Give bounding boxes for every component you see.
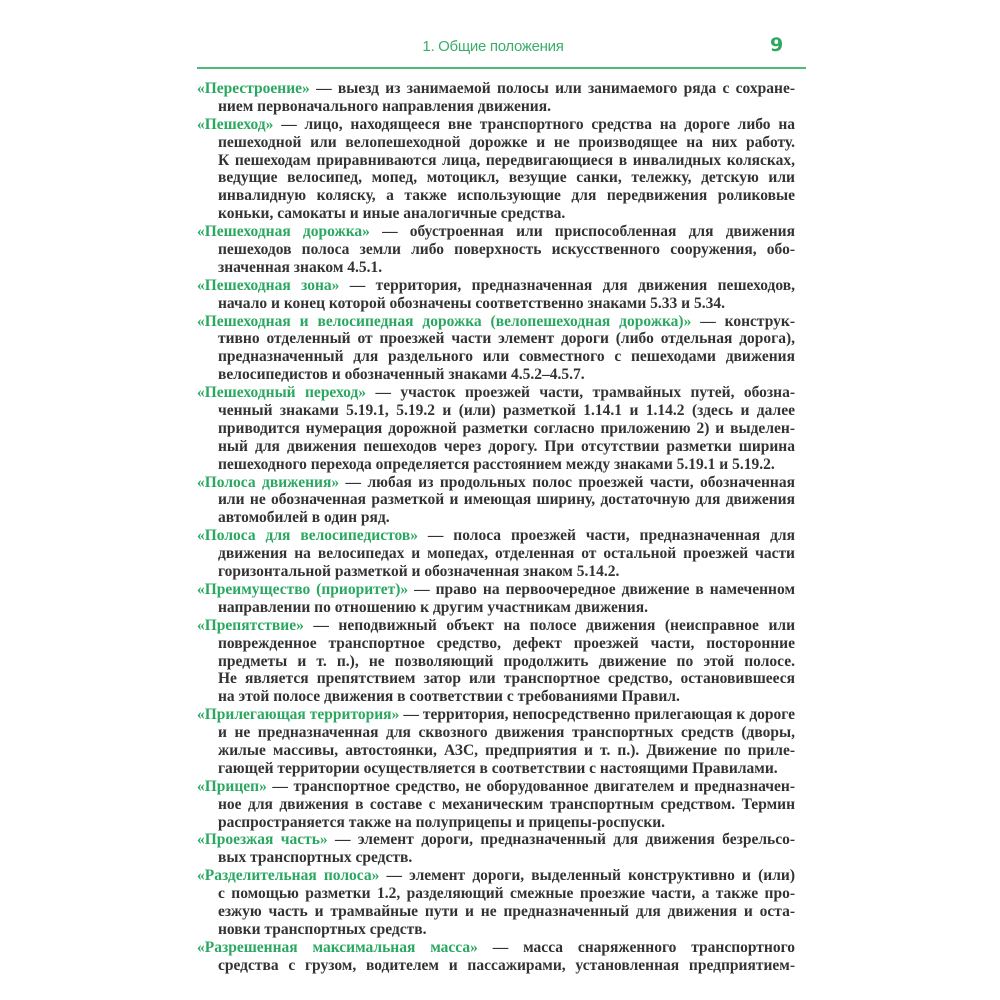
definition-line bbox=[197, 921, 795, 939]
definition-text: инвалидную коляску, а также использующие для передвижения роликовые bbox=[218, 187, 795, 205]
definition-text: — обустроенная или приспособленная для движения bbox=[382, 223, 795, 241]
definition-term: «Препятствие» bbox=[197, 616, 304, 634]
definition-text: гающей территории осуществляется в соответствии с настоящими Правилами. bbox=[218, 759, 778, 777]
definition-term: «Прицеп» bbox=[197, 777, 267, 795]
definition-text: приводится нумерация дорожной разметки согласно приложению 2) и выделен- bbox=[218, 419, 795, 437]
definitions-list bbox=[197, 80, 795, 975]
definition-line bbox=[197, 545, 795, 563]
definition-line bbox=[197, 420, 795, 438]
definition-term: «Пешеходная и велосипедная дорожка (велопешеходная дорожка)» bbox=[197, 312, 692, 330]
definition-line bbox=[197, 330, 795, 348]
definition-entry bbox=[197, 116, 795, 223]
definition-term: «Проезжая часть» bbox=[197, 831, 328, 849]
definition-text: распространяется также на полуприцепы и прицепы-роспуски. bbox=[218, 813, 666, 831]
definition-text: — элемент дороги, выделенный конструктивно и (или) bbox=[386, 867, 795, 885]
definition-first-line bbox=[197, 706, 795, 724]
definition-first-line bbox=[197, 778, 795, 796]
definition-text: значенная знаком 4.5.1. bbox=[218, 258, 383, 276]
definition-text: нием первоначального направления движения. bbox=[218, 97, 551, 115]
definition-text: движения на велосипедах и мопедах, отделенная от остальной проезжей части bbox=[218, 545, 795, 563]
definition-term: «Перестроение» bbox=[197, 80, 310, 97]
definition-line bbox=[197, 957, 795, 975]
definition-text: с помощью разметки 1.2, разделяющий смежные проезжие части, а также про- bbox=[218, 885, 795, 903]
definition-entry bbox=[197, 706, 795, 778]
definition-text: предметы и т. п.), не позволяющий продолжить движение по этой полосе. bbox=[218, 652, 795, 670]
definition-text: направлении по отношению к другим участникам движения. bbox=[218, 598, 648, 616]
definition-text: тивно отделенный от проезжей части элемент дороги (либо отдельная дорога), bbox=[218, 330, 795, 348]
definition-entry bbox=[197, 617, 795, 706]
definition-term: «Пешеход» bbox=[197, 115, 274, 133]
definition-text: — конструк- bbox=[700, 312, 795, 330]
definition-entry bbox=[197, 80, 795, 116]
definition-term: «Пешеходная зона» bbox=[197, 276, 340, 294]
definition-line bbox=[197, 796, 795, 814]
definition-text: велосипедистов и обозначенный знаками 4.5.2–4.5.7. bbox=[218, 366, 585, 384]
definition-text: поврежденное транспортное средство, дефект проезжей части, посторонние bbox=[218, 634, 795, 652]
definition-text: — участок проезжей части, трамвайных путей, обозна- bbox=[375, 384, 795, 402]
definition-entry bbox=[197, 527, 795, 581]
definition-text: — лицо, находящееся вне транспортного средства на дороге либо на bbox=[281, 115, 796, 133]
definition-entry bbox=[197, 867, 795, 939]
definition-line bbox=[197, 760, 795, 778]
definition-line bbox=[197, 187, 795, 205]
definition-text: автомобилей в один ряд. bbox=[218, 509, 390, 527]
definition-term: «Полоса для велосипедистов» bbox=[197, 527, 418, 545]
definition-text: пешеходной или велопешеходной дорожке и не производящее на них работу. bbox=[218, 133, 795, 151]
definition-line bbox=[197, 885, 795, 903]
definition-text: ный для движения пешеходов через дорогу. При отсутствии разметки ширина bbox=[218, 437, 795, 455]
definition-first-line bbox=[197, 474, 795, 492]
definition-text: пешеходов полоса земли либо поверхность искусственного сооружения, обо- bbox=[218, 241, 795, 259]
definition-text: — выезд из занимаемой полосы или занимаемого ряда с сохране- bbox=[316, 80, 795, 97]
definition-term: «Разрешенная максимальная масса» bbox=[197, 938, 478, 956]
definition-line bbox=[197, 509, 795, 527]
definition-text: — полоса проезжей части, предназначенная для bbox=[427, 527, 795, 545]
definition-first-line bbox=[197, 581, 795, 599]
definition-line bbox=[197, 491, 795, 509]
definition-text: пешеходного перехода определяется расстоянием между знаками 5.19.1 и 5.19.2. bbox=[218, 455, 775, 473]
definition-term: «Разделительная полоса» bbox=[197, 867, 380, 885]
definition-term: «Полоса движения» bbox=[197, 473, 340, 491]
header-divider bbox=[197, 67, 806, 69]
definition-text: — масса снаряженного транспортного bbox=[492, 938, 795, 956]
definition-first-line bbox=[197, 617, 795, 635]
definition-line bbox=[197, 98, 795, 116]
definition-text: предназначенный для раздельного или совместного с пешеходами движения bbox=[218, 348, 795, 366]
definition-text: или не обозначенная разметкой и имеющая ширину, достаточную для движения bbox=[218, 491, 795, 509]
definition-entry bbox=[197, 474, 795, 528]
definition-line bbox=[197, 653, 795, 671]
definition-term: «Пешеходный переход» bbox=[197, 384, 367, 402]
definition-text: вых транспортных средств. bbox=[218, 849, 413, 867]
definition-first-line bbox=[197, 384, 795, 402]
definition-line bbox=[197, 903, 795, 921]
definition-text: ведущие велосипед, мопед, мотоцикл, везущие санки, тележку, детскую или bbox=[218, 169, 795, 187]
definition-line bbox=[197, 742, 795, 760]
definition-line bbox=[197, 599, 795, 617]
definition-line bbox=[197, 366, 795, 384]
definition-entry bbox=[197, 384, 795, 473]
section-title: 1. Общие положения bbox=[422, 38, 564, 55]
definition-first-line bbox=[197, 313, 795, 331]
definition-entry bbox=[197, 277, 795, 313]
definition-line bbox=[197, 688, 795, 706]
definition-entry bbox=[197, 223, 795, 277]
definition-text: — неподвижный объект на полосе движения (неисправное или bbox=[313, 616, 795, 634]
definition-line bbox=[197, 134, 795, 152]
definition-text: — территория, предназначенная для движения пешеходов, bbox=[349, 276, 796, 294]
definition-text: К пешеходам приравниваются лица, передвигающиеся в инвалидных колясках, bbox=[218, 151, 795, 169]
definition-entry bbox=[197, 778, 795, 832]
definition-first-line bbox=[197, 223, 795, 241]
definition-first-line bbox=[197, 116, 795, 134]
definition-text: коньки, самокаты и иные аналогичные средства. bbox=[218, 205, 566, 223]
definition-line bbox=[197, 205, 795, 223]
definition-text: — право на первоочередное движение в намеченном bbox=[414, 580, 796, 598]
definition-line bbox=[197, 259, 795, 277]
definition-text: — элемент дороги, предназначенный для движения безрельсо- bbox=[335, 831, 796, 849]
definition-text: езжую часть и трамвайные пути и не предназначенный для движения и оста- bbox=[218, 902, 795, 920]
definition-entry bbox=[197, 313, 795, 385]
definition-line bbox=[197, 724, 795, 742]
definition-text: — территория, непосредственно прилегающая к дороге bbox=[403, 706, 795, 724]
definition-term: «Пешеходная дорожка» bbox=[197, 223, 370, 241]
definition-first-line bbox=[197, 277, 795, 295]
definition-first-line bbox=[197, 80, 795, 98]
definition-first-line bbox=[197, 939, 795, 957]
definition-line bbox=[197, 635, 795, 653]
definition-line bbox=[197, 814, 795, 832]
definition-text: новки транспортных средств. bbox=[218, 920, 427, 938]
definition-first-line bbox=[197, 831, 795, 849]
definition-text: — транспортное средство, не оборудованное двигателем и предназначен- bbox=[272, 777, 796, 795]
definition-line bbox=[197, 169, 795, 187]
definition-text: горизонтальной разметкой и обозначенная знаком 5.14.2. bbox=[218, 563, 620, 581]
definition-line bbox=[197, 241, 795, 259]
definition-text: ченный знаками 5.19.1, 5.19.2 и (или) разметкой 1.14.1 и 1.14.2 (здесь и далее bbox=[218, 402, 795, 420]
definition-line bbox=[197, 849, 795, 867]
definition-text: и не предназначенная для сквозного движения транспортных средств (дворы, bbox=[218, 724, 795, 742]
definition-text: на этой полосе движения в соответствии с требованиями Правил. bbox=[218, 688, 680, 706]
definition-line bbox=[197, 456, 795, 474]
page-number: 9 bbox=[770, 34, 784, 56]
definition-first-line bbox=[197, 527, 795, 545]
definition-text: — любая из продольных полос проезжей части, обозначенная bbox=[345, 473, 795, 491]
definition-line bbox=[197, 348, 795, 366]
definition-line bbox=[197, 670, 795, 688]
definition-first-line bbox=[197, 867, 795, 885]
definition-term: «Преимущество (приоритет)» bbox=[197, 580, 409, 598]
definition-text: средства с грузом, водителем и пассажирами, установленная предприятием- bbox=[218, 956, 795, 974]
definition-entry bbox=[197, 581, 795, 617]
definition-line bbox=[197, 402, 795, 420]
definition-line bbox=[197, 295, 795, 313]
definition-entry bbox=[197, 939, 795, 975]
definition-entry bbox=[197, 831, 795, 867]
definition-line bbox=[197, 152, 795, 170]
definition-term: «Прилегающая территория» bbox=[197, 706, 400, 724]
definition-line bbox=[197, 438, 795, 456]
definition-text: начало и конец которой обозначены соответственно знаками 5.33 и 5.34. bbox=[218, 294, 725, 312]
definition-text: Не является препятствием затор или транспортное средство, остановившееся bbox=[218, 670, 795, 688]
definition-line bbox=[197, 563, 795, 581]
definition-text: жилые массивы, автостоянки, АЗС, предприятия и т. п.). Движение по приле- bbox=[218, 741, 795, 759]
definition-text: ное для движения в составе с механическим транспортным средством. Термин bbox=[218, 795, 795, 813]
